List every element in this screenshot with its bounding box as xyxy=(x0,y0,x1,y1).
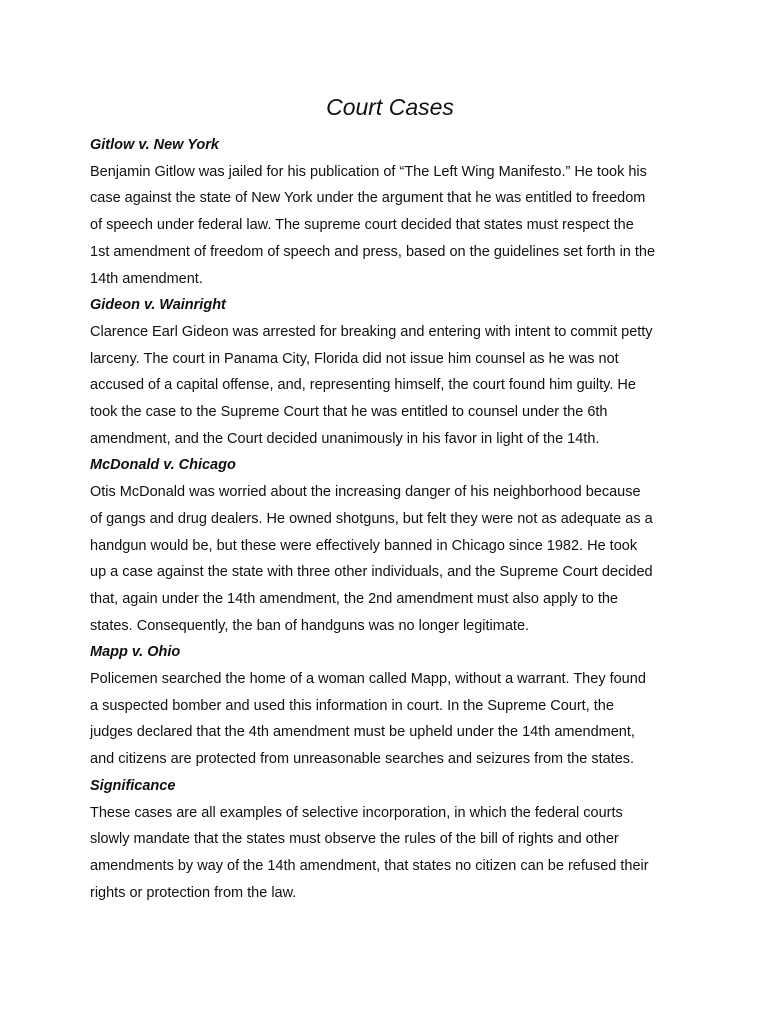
text-line: Clarence Earl Gideon was arrested for breaking and entering with intent to commit petty xyxy=(90,323,653,340)
text-line: rights or protection from the law. xyxy=(90,884,297,901)
document-title: Court Cases xyxy=(326,94,454,120)
section-heading: McDonald v. Chicago xyxy=(90,457,236,474)
section-heading: Mapp v. Ohio xyxy=(90,644,181,661)
section-body xyxy=(90,479,690,639)
text-line: case against the state of New York under the argument that he was entitled to freedom xyxy=(90,190,646,207)
section-heading: Significance xyxy=(90,777,176,794)
text-line: accused of a capital offense, and, representing himself, the court found him guilty. He xyxy=(90,377,636,394)
text-line: amendment, and the Court decided unanimously in his favor in light of the 14th. xyxy=(90,430,600,447)
section-gideon xyxy=(90,292,690,452)
document-page xyxy=(90,90,690,906)
text-line: 1st amendment of freedom of speech and press, based on the guidelines set forth in the xyxy=(90,243,656,260)
section-heading: Gitlow v. New York xyxy=(90,137,219,153)
section-body xyxy=(90,800,690,907)
section-gitlow xyxy=(90,132,690,292)
text-line: amendments by way of the 14th amendment, that states no citizen can be refused their xyxy=(90,857,649,874)
section-heading: Gideon v. Wainright xyxy=(90,297,226,314)
text-line: slowly mandate that the states must observe the rules of the bill of rights and other xyxy=(90,831,619,848)
section-body xyxy=(90,159,690,293)
text-line: These cases are all examples of selective incorporation, in which the federal courts xyxy=(90,804,623,821)
text-line: Otis McDonald was worried about the increasing danger of his neighborhood because xyxy=(90,484,641,501)
text-line: of speech under federal law. The supreme court decided that states must respect the xyxy=(90,217,634,234)
text-line: handgun would be, but these were effectively banned in Chicago since 1982. He took xyxy=(90,537,638,554)
text-line: up a case against the state with three other individuals, and the Supreme Court decided xyxy=(90,564,653,581)
text-line: larceny. The court in Panama City, Florida did not issue him counsel as he was not xyxy=(90,350,619,367)
text-line: and citizens are protected from unreasonable searches and seizures from the states. xyxy=(90,751,635,768)
text-line: judges declared that the 4th amendment must be upheld under the 14th amendment, xyxy=(90,724,635,741)
text-line: of gangs and drug dealers. He owned shotguns, but felt they were not as adequate as a xyxy=(90,510,653,527)
text-line: Benjamin Gitlow was jailed for his publication of “The Left Wing Manifesto.” He took his xyxy=(90,163,647,180)
text-line: a suspected bomber and used this information in court. In the Supreme Court, the xyxy=(90,697,614,714)
section-mapp xyxy=(90,639,690,773)
text-line: Policemen searched the home of a woman called Mapp, without a warrant. They found xyxy=(90,671,646,688)
text-line: states. Consequently, the ban of handguns was no longer legitimate. xyxy=(90,617,530,634)
text-line: took the case to the Supreme Court that he was entitled to counsel under the 6th xyxy=(90,404,608,421)
text-line: 14th amendment. xyxy=(90,270,203,287)
section-body xyxy=(90,319,690,453)
section-body xyxy=(90,666,690,773)
text-line: that, again under the 14th amendment, the 2nd amendment must also apply to the xyxy=(90,590,618,607)
section-mcdonald xyxy=(90,452,690,639)
section-significance xyxy=(90,773,690,907)
